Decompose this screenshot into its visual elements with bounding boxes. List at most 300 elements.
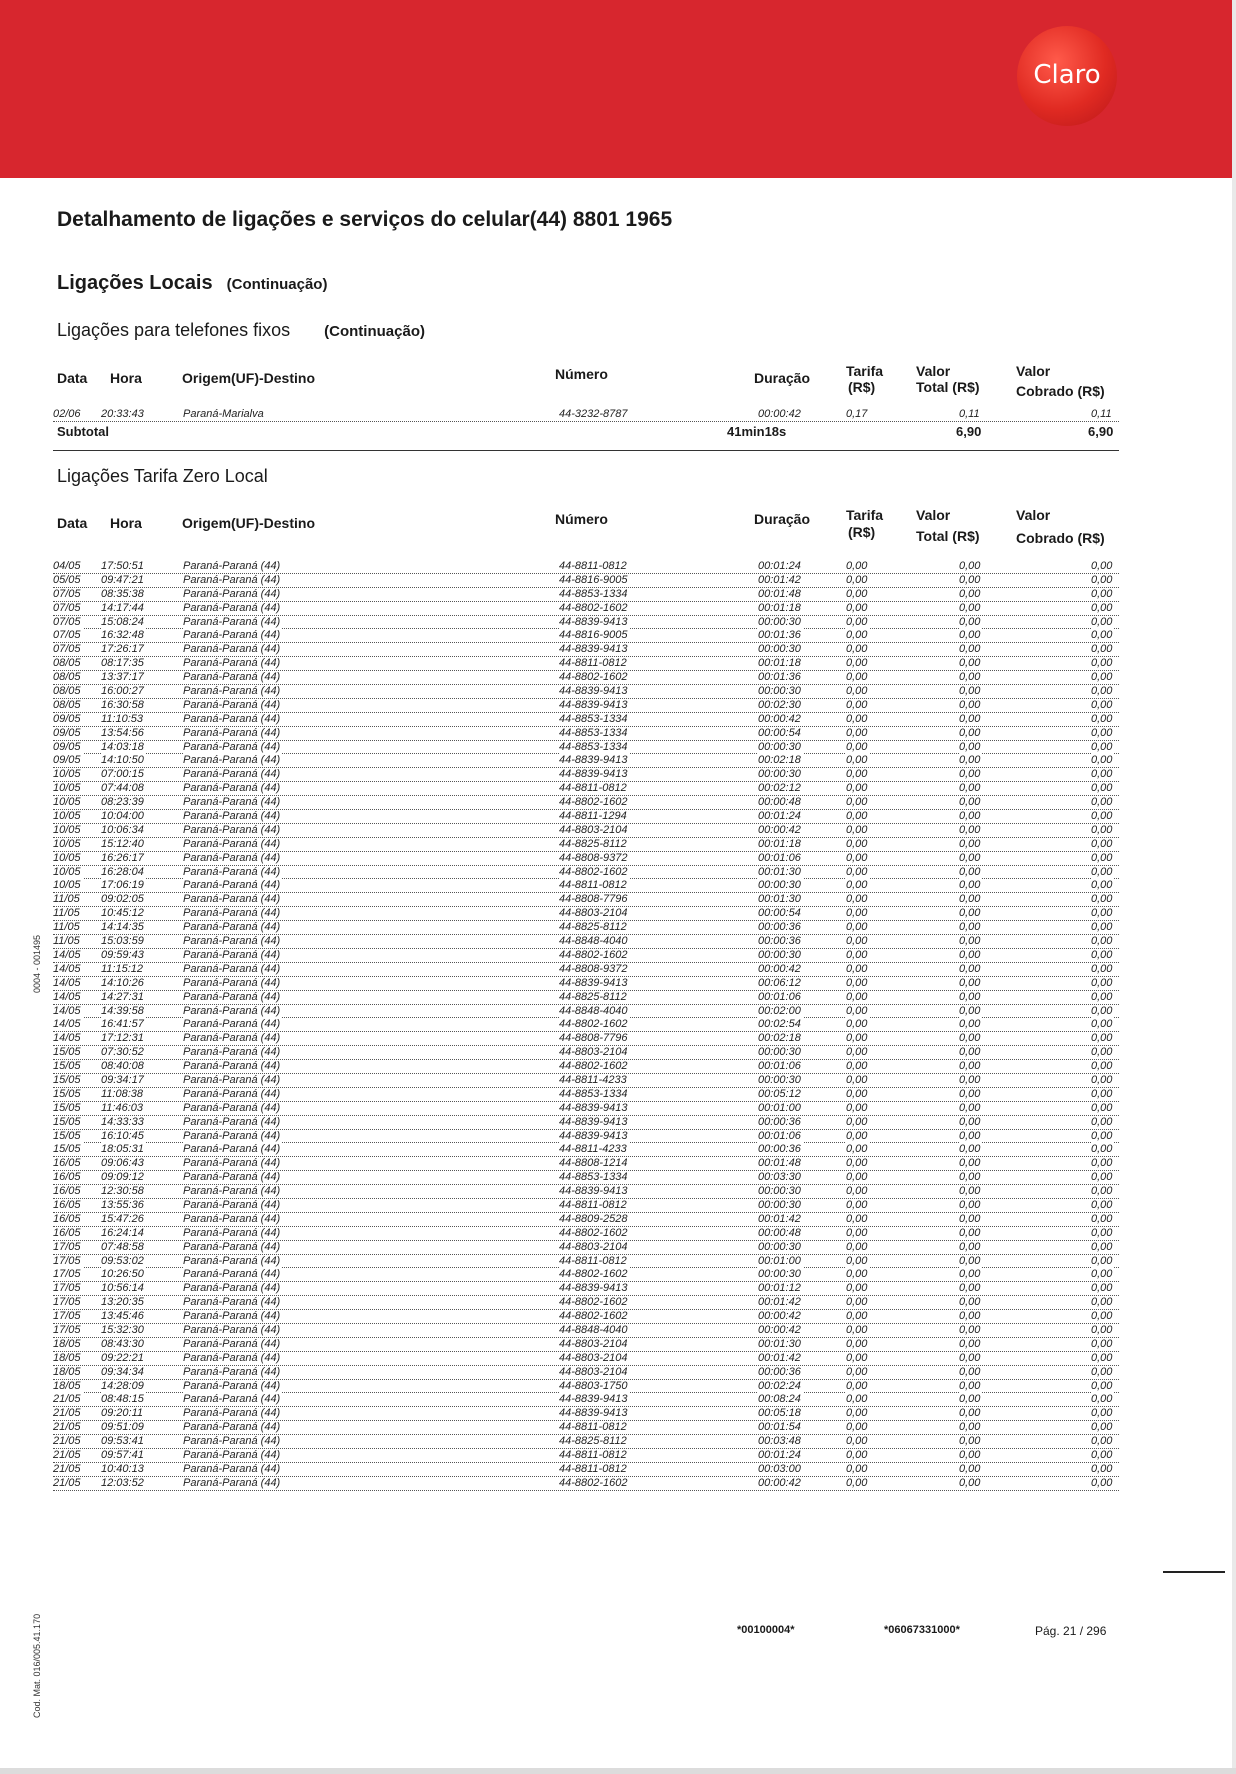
cell-data: 09/05	[53, 712, 81, 725]
cell-total: 0,00	[959, 1185, 981, 1198]
col-valor-cobrado-unit: Cobrado (R$)	[1016, 530, 1105, 546]
cell-numero: 44-8811-0812	[559, 1462, 627, 1475]
cell-duracao: 00:01:24	[758, 810, 801, 823]
cell-hora: 13:55:36	[101, 1198, 144, 1211]
cell-origem: Paraná-Paraná (44)	[183, 1393, 281, 1406]
cell-duracao: 00:02:00	[758, 1004, 801, 1017]
section-fixed-note: (Continuação)	[324, 323, 425, 340]
cell-origem: Paraná-Paraná (44)	[183, 962, 281, 975]
zero-call-table	[53, 560, 1119, 1491]
table-row	[53, 1032, 1119, 1046]
cell-tarifa: 0,00	[846, 1046, 868, 1059]
cell-origem: Paraná-Paraná (44)	[183, 1462, 281, 1475]
cell-duracao: 00:03:48	[758, 1435, 801, 1448]
cell-total: 0,00	[959, 1323, 981, 1336]
cell-cobrado: 0,00	[1091, 1449, 1113, 1461]
cell-numero: 44-8811-0812	[559, 782, 627, 795]
cell-origem: Paraná-Paraná (44)	[183, 1310, 281, 1323]
section-zero-title: Ligações Tarifa Zero Local	[57, 466, 268, 486]
cell-origem: Paraná-Paraná (44)	[183, 1101, 281, 1114]
cell-total: 0,00	[959, 1296, 981, 1309]
cell-tarifa: 0,00	[846, 1101, 868, 1114]
cell-data: 11/05	[53, 935, 80, 948]
cell-hora: 09:34:17	[101, 1073, 144, 1086]
cell-data: 10/05	[53, 837, 81, 850]
table-row	[53, 574, 1119, 588]
cell-data: 21/05	[53, 1435, 81, 1448]
cell-numero: 44-8839-9413	[559, 754, 628, 767]
cell-data: 21/05	[53, 1462, 81, 1475]
cell-origem: Paraná-Paraná (44)	[183, 837, 281, 850]
cell-numero: 44-8811-4233	[559, 1073, 627, 1086]
col-valor-total-unit: Total (R$)	[916, 379, 980, 395]
cell-total: 0,00	[959, 1032, 981, 1045]
table-row	[53, 907, 1119, 921]
cell-total: 0,00	[959, 1421, 981, 1434]
cell-origem: Paraná-Paraná (44)	[183, 1185, 281, 1198]
cell-cobrado: 0,00	[1091, 1073, 1113, 1086]
cell-cobrado: 0,00	[1091, 1310, 1113, 1323]
cell-total: 0,00	[959, 935, 981, 948]
cell-numero: 44-8839-9413	[559, 615, 628, 628]
cell-total: 0,00	[959, 893, 981, 906]
cell-duracao: 00:00:54	[758, 907, 801, 920]
cell-origem: Paraná-Paraná (44)	[183, 782, 281, 795]
cell-origem: Paraná-Paraná (44)	[183, 1087, 281, 1100]
cell-tarifa: 0,00	[846, 657, 868, 670]
cell-numero: 44-8816-9005	[559, 629, 628, 642]
table-row	[53, 754, 1119, 768]
col-hora: Hora	[110, 515, 142, 531]
table-row	[53, 602, 1119, 616]
cell-duracao: 00:01:00	[758, 1101, 801, 1114]
cell-total: 0,00	[959, 657, 981, 670]
cell-hora: 16:26:17	[101, 851, 144, 864]
cell-hora: 16:41:57	[101, 1018, 144, 1031]
cell-hora: 10:56:14	[101, 1282, 144, 1295]
cell-tarifa: 0,00	[846, 865, 868, 878]
cell-cobrado: 0,00	[1091, 893, 1113, 906]
cell-cobrado: 0,00	[1091, 1004, 1113, 1017]
cell-cobrado: 0,00	[1091, 1379, 1113, 1392]
cell-total: 0,00	[959, 1226, 981, 1239]
cell-origem: Paraná-Paraná (44)	[183, 1198, 281, 1211]
table-row	[53, 1282, 1119, 1296]
cell-hora: 09:57:41	[101, 1449, 144, 1461]
cell-tarifa: 0,00	[846, 1462, 868, 1475]
cell-total: 0,00	[959, 976, 981, 989]
table-row	[53, 713, 1119, 727]
cell-origem: Paraná-Paraná (44)	[183, 935, 281, 948]
cell-cobrado: 0,00	[1091, 1365, 1113, 1378]
cell-data: 15/05	[53, 1046, 81, 1059]
cell-numero: 44-8808-7796	[559, 893, 628, 906]
cell-cobrado: 0,00	[1091, 921, 1113, 934]
cell-numero: 44-8803-2104	[559, 1337, 628, 1350]
cell-duracao: 00:00:30	[758, 1268, 801, 1281]
cell-numero: 44-8802-1602	[559, 1310, 628, 1323]
cell-hora: 08:40:08	[101, 1060, 144, 1073]
cell-tarifa: 0,00	[846, 879, 868, 892]
table-row	[53, 1255, 1119, 1269]
cell-numero: 44-8802-1602	[559, 948, 628, 961]
cell-duracao: 00:02:30	[758, 698, 801, 711]
cell-duracao: 00:00:42	[758, 1323, 801, 1336]
cell-hora: 15:08:24	[101, 615, 144, 628]
cell-duracao: 00:05:12	[758, 1087, 801, 1100]
cell-duracao: 00:01:18	[758, 837, 801, 850]
cell-total: 0,00	[959, 1101, 981, 1114]
table-row	[53, 629, 1119, 643]
cell-total: 0,00	[959, 810, 981, 823]
table-row	[53, 1116, 1119, 1130]
table-row	[53, 1088, 1119, 1102]
cell-hora: 17:26:17	[101, 643, 144, 656]
cell-duracao: 00:00:42	[758, 1476, 801, 1489]
cell-total: 0,00	[959, 1115, 981, 1128]
cell-data: 18/05	[53, 1337, 81, 1350]
table-row	[53, 657, 1119, 671]
section-local-note: (Continuação)	[226, 276, 328, 293]
cell-numero: 44-8803-2104	[559, 1046, 628, 1059]
cell-hora: 08:17:35	[101, 657, 144, 670]
table-row	[53, 1407, 1119, 1421]
cell-duracao: 00:00:42	[758, 712, 801, 725]
cell-hora: 07:48:58	[101, 1240, 144, 1253]
cell-hora: 11:15:12	[101, 962, 144, 975]
cell-numero: 44-8802-1602	[559, 1268, 628, 1281]
cell-numero: 44-8803-2104	[559, 1365, 628, 1378]
cell-tarifa: 0,00	[846, 1226, 868, 1239]
cell-hora: 07:30:52	[101, 1046, 144, 1059]
cell-duracao: 00:00:42	[758, 408, 801, 420]
cell-duracao: 00:01:18	[758, 601, 801, 614]
cell-origem: Paraná-Paraná (44)	[183, 1435, 281, 1448]
cell-origem: Paraná-Paraná (44)	[183, 865, 281, 878]
cell-tarifa: 0,17	[846, 408, 868, 420]
cell-numero: 44-8802-1602	[559, 1060, 628, 1073]
cell-origem: Paraná-Paraná (44)	[183, 1073, 281, 1086]
cell-data: 21/05	[53, 1476, 81, 1489]
cell-numero: 44-8802-1602	[559, 601, 628, 614]
cell-origem: Paraná-Paraná (44)	[183, 823, 281, 836]
cell-cobrado: 0,00	[1091, 935, 1113, 948]
cell-duracao: 00:00:48	[758, 796, 801, 809]
cell-total: 0,00	[959, 1254, 981, 1267]
cell-data: 07/05	[53, 615, 81, 628]
cell-hora: 14:10:50	[101, 754, 144, 767]
footer-code-2: *06067331000*	[884, 1624, 960, 1636]
footer-code-1: *00100004*	[737, 1624, 795, 1636]
cell-hora: 14:10:26	[101, 976, 144, 989]
cell-duracao: 00:00:30	[758, 1198, 801, 1211]
cell-numero: 44-8802-1602	[559, 865, 628, 878]
col-origem: Origem(UF)-Destino	[182, 370, 315, 386]
cell-total: 0,00	[959, 1365, 981, 1378]
cell-hora: 09:06:43	[101, 1157, 144, 1170]
cell-hora: 11:46:03	[101, 1101, 144, 1114]
cell-tarifa: 0,00	[846, 1435, 868, 1448]
cell-total: 0,00	[959, 948, 981, 961]
cell-origem: Paraná-Paraná (44)	[183, 1171, 281, 1184]
cell-cobrado: 0,00	[1091, 1185, 1113, 1198]
cell-total: 0,00	[959, 1004, 981, 1017]
cell-cobrado: 0,00	[1091, 685, 1113, 698]
cell-duracao: 00:08:24	[758, 1393, 801, 1406]
cell-data: 14/05	[53, 962, 81, 975]
cell-origem: Paraná-Paraná (44)	[183, 1351, 281, 1364]
cell-tarifa: 0,00	[846, 712, 868, 725]
cell-hora: 07:44:08	[101, 782, 144, 795]
cell-numero: 44-8853-1334	[559, 1087, 628, 1100]
col-valor-total-unit: Total (R$)	[916, 528, 980, 544]
cell-data: 07/05	[53, 643, 81, 656]
cell-numero: 44-8848-4040	[559, 935, 628, 948]
cell-total: 0,00	[959, 1435, 981, 1448]
cell-origem: Paraná-Paraná (44)	[183, 1129, 281, 1142]
cell-cobrado: 0,00	[1091, 726, 1113, 739]
cell-total: 0,00	[959, 1476, 981, 1489]
cell-tarifa: 0,00	[846, 1379, 868, 1392]
cell-total: 0,00	[959, 1212, 981, 1225]
cell-origem: Paraná-Paraná (44)	[183, 1046, 281, 1059]
cell-numero: 44-8811-0812	[559, 560, 627, 572]
cell-numero: 44-8853-1334	[559, 587, 628, 600]
table-row	[53, 949, 1119, 963]
cell-total: 0,00	[959, 698, 981, 711]
page-number: Pág. 21 / 296	[1035, 1624, 1107, 1638]
col-data: Data	[57, 515, 88, 531]
subtotal-divider	[53, 450, 1119, 451]
cell-total: 0,00	[959, 685, 981, 698]
cell-duracao: 00:00:36	[758, 1115, 801, 1128]
cell-duracao: 00:01:42	[758, 1351, 801, 1364]
cell-hora: 09:02:05	[101, 893, 144, 906]
cell-hora: 17:12:31	[101, 1032, 144, 1045]
cell-numero: 44-8803-2104	[559, 823, 628, 836]
cell-origem: Paraná-Paraná (44)	[183, 1407, 281, 1420]
cell-hora: 09:51:09	[101, 1421, 144, 1434]
col-valor-total: Valor	[916, 363, 951, 379]
cell-tarifa: 0,00	[846, 1129, 868, 1142]
cell-cobrado: 0,00	[1091, 1198, 1113, 1211]
cell-total: 0,00	[959, 782, 981, 795]
cell-cobrado: 0,00	[1091, 1240, 1113, 1253]
table-row	[53, 1018, 1119, 1032]
cell-tarifa: 0,00	[846, 810, 868, 823]
cell-cobrado: 0,00	[1091, 698, 1113, 711]
cell-numero: 44-8811-0812	[559, 1421, 627, 1434]
cell-tarifa: 0,00	[846, 851, 868, 864]
table-row	[53, 616, 1119, 630]
cell-numero: 44-8848-4040	[559, 1004, 628, 1017]
cell-numero: 44-8839-9413	[559, 1115, 628, 1128]
table-row	[53, 1393, 1119, 1407]
cell-cobrado: 0,00	[1091, 1032, 1113, 1045]
brand-logo-text: Claro	[1033, 60, 1101, 90]
table-row	[53, 685, 1119, 699]
table-row	[53, 1324, 1119, 1338]
page-title: Detalhamento de ligações e serviços do celular(44) 8801 1965	[57, 208, 673, 231]
cell-total: 0,00	[959, 740, 981, 753]
cell-duracao: 00:01:42	[758, 573, 801, 586]
cell-total: 0,00	[959, 1310, 981, 1323]
cell-hora: 13:20:35	[101, 1296, 144, 1309]
cell-numero: 44-8839-9413	[559, 1407, 628, 1420]
cell-duracao: 00:02:18	[758, 754, 801, 767]
cell-data: 15/05	[53, 1129, 81, 1142]
cell-origem: Paraná-Paraná (44)	[183, 1323, 281, 1336]
cell-origem: Paraná-Paraná (44)	[183, 1282, 281, 1295]
cell-origem: Paraná-Paraná (44)	[183, 629, 281, 642]
cell-data: 11/05	[53, 907, 80, 920]
cell-tarifa: 0,00	[846, 685, 868, 698]
cell-duracao: 00:00:30	[758, 685, 801, 698]
cell-hora: 17:50:51	[101, 560, 144, 572]
cell-hora: 12:03:52	[101, 1476, 144, 1489]
cell-duracao: 00:01:24	[758, 1449, 801, 1461]
section-fixed-label: Ligações para telefones fixos	[57, 320, 291, 340]
cell-total: 0,00	[959, 1282, 981, 1295]
col-valor-cobrado: Valor	[1016, 363, 1051, 379]
cell-total: 0,00	[959, 1129, 981, 1142]
cell-data: 14/05	[53, 1032, 81, 1045]
cell-total: 0,00	[959, 1073, 981, 1086]
cell-numero: 44-3232-8787	[559, 408, 628, 420]
cell-numero: 44-8808-7796	[559, 1032, 628, 1045]
table-row	[53, 1310, 1119, 1324]
cell-tarifa: 0,00	[846, 1310, 868, 1323]
cell-numero: 44-8839-9413	[559, 685, 628, 698]
cell-tarifa: 0,00	[846, 1268, 868, 1281]
cell-hora: 09:53:02	[101, 1254, 144, 1267]
cell-numero: 44-8839-9413	[559, 976, 628, 989]
cell-duracao: 00:05:18	[758, 1407, 801, 1420]
cell-tarifa: 0,00	[846, 990, 868, 1003]
table-row	[53, 727, 1119, 741]
cell-tarifa: 0,00	[846, 573, 868, 586]
cell-origem: Paraná-Paraná (44)	[183, 1449, 281, 1461]
cell-numero: 44-8811-0812	[559, 1449, 627, 1461]
cell-numero: 44-8839-9413	[559, 643, 628, 656]
cell-origem: Paraná-Paraná (44)	[183, 948, 281, 961]
cell-tarifa: 0,00	[846, 796, 868, 809]
table-row	[53, 560, 1119, 574]
cell-tarifa: 0,00	[846, 921, 868, 934]
cell-data: 15/05	[53, 1073, 81, 1086]
brand-logo	[1017, 26, 1117, 126]
cell-cobrado: 0,00	[1091, 782, 1113, 795]
table-row	[53, 991, 1119, 1005]
cell-hora: 09:47:21	[101, 573, 144, 586]
cell-cobrado: 0,00	[1091, 1296, 1113, 1309]
cell-cobrado: 0,00	[1091, 865, 1113, 878]
cell-origem: Paraná-Paraná (44)	[183, 643, 281, 656]
cell-cobrado: 0,00	[1091, 1476, 1113, 1489]
cell-numero: 44-8808-1214	[559, 1157, 628, 1170]
col-tarifa: Tarifa	[846, 507, 884, 523]
table-row	[53, 1352, 1119, 1366]
cell-cobrado: 0,00	[1091, 1421, 1113, 1434]
cell-data: 17/05	[53, 1240, 81, 1253]
cell-hora: 08:35:38	[101, 587, 144, 600]
table-row	[53, 408, 1119, 422]
cell-cobrado: 0,00	[1091, 823, 1113, 836]
cell-numero: 44-8853-1334	[559, 1171, 628, 1184]
cell-data: 10/05	[53, 768, 81, 781]
cell-duracao: 00:00:42	[758, 962, 801, 975]
cell-origem: Paraná-Paraná (44)	[183, 810, 281, 823]
cell-data: 08/05	[53, 685, 81, 698]
cell-cobrado: 0,00	[1091, 1212, 1113, 1225]
cell-numero: 44-8811-4233	[559, 1143, 627, 1156]
cell-hora: 15:03:59	[101, 935, 144, 948]
cell-tarifa: 0,00	[846, 698, 868, 711]
cell-tarifa: 0,00	[846, 1351, 868, 1364]
cell-duracao: 00:01:42	[758, 1212, 801, 1225]
cell-cobrado: 0,00	[1091, 1462, 1113, 1475]
cell-tarifa: 0,00	[846, 768, 868, 781]
page-edge	[1232, 0, 1236, 1774]
cell-total: 0,00	[959, 921, 981, 934]
cell-origem: Paraná-Paraná (44)	[183, 615, 281, 628]
cell-hora: 14:17:44	[101, 601, 144, 614]
cell-duracao: 00:01:30	[758, 865, 801, 878]
cell-hora: 12:30:58	[101, 1185, 144, 1198]
table-row	[53, 1130, 1119, 1144]
cell-origem: Paraná-Paraná (44)	[183, 712, 281, 725]
cell-cobrado: 0,00	[1091, 1171, 1113, 1184]
col-duracao: Duração	[754, 511, 811, 527]
side-code-bottom: Cod. Mat. 016/005.41.170	[32, 1613, 42, 1718]
cell-tarifa: 0,00	[846, 1449, 868, 1461]
cell-data: 16/05	[53, 1171, 81, 1184]
cell-origem: Paraná-Paraná (44)	[183, 573, 281, 586]
cell-total: 0,00	[959, 1462, 981, 1475]
table-row	[53, 1338, 1119, 1352]
cell-data: 18/05	[53, 1365, 81, 1378]
cell-data: 02/06	[53, 408, 81, 420]
cell-cobrado: 0,00	[1091, 560, 1113, 572]
cell-tarifa: 0,00	[846, 726, 868, 739]
cell-data: 14/05	[53, 1004, 81, 1017]
cell-total: 0,00	[959, 1143, 981, 1156]
cell-cobrado: 0,00	[1091, 837, 1113, 850]
cell-cobrado: 0,00	[1091, 1087, 1113, 1100]
table-row	[53, 977, 1119, 991]
cell-origem: Paraná-Paraná (44)	[183, 1212, 281, 1225]
cell-total: 0,00	[959, 1060, 981, 1073]
cell-cobrado: 0,00	[1091, 615, 1113, 628]
cell-duracao: 00:03:30	[758, 1171, 801, 1184]
cell-tarifa: 0,00	[846, 1171, 868, 1184]
cell-tarifa: 0,00	[846, 1018, 868, 1031]
cell-duracao: 00:01:06	[758, 1129, 801, 1142]
cell-total: 0,00	[959, 712, 981, 725]
table-row	[53, 824, 1119, 838]
cell-tarifa: 0,00	[846, 629, 868, 642]
section-fixed-title	[57, 320, 425, 341]
header-banner	[0, 0, 1232, 178]
cell-data: 16/05	[53, 1157, 81, 1170]
cell-origem: Paraná-Paraná (44)	[183, 879, 281, 892]
cell-data: 05/05	[53, 573, 81, 586]
cell-tarifa: 0,00	[846, 1337, 868, 1350]
cell-duracao: 00:01:12	[758, 1282, 801, 1295]
cell-data: 21/05	[53, 1393, 81, 1406]
cell-origem: Paraná-Paraná (44)	[183, 1115, 281, 1128]
cell-origem: Paraná-Paraná (44)	[183, 601, 281, 614]
